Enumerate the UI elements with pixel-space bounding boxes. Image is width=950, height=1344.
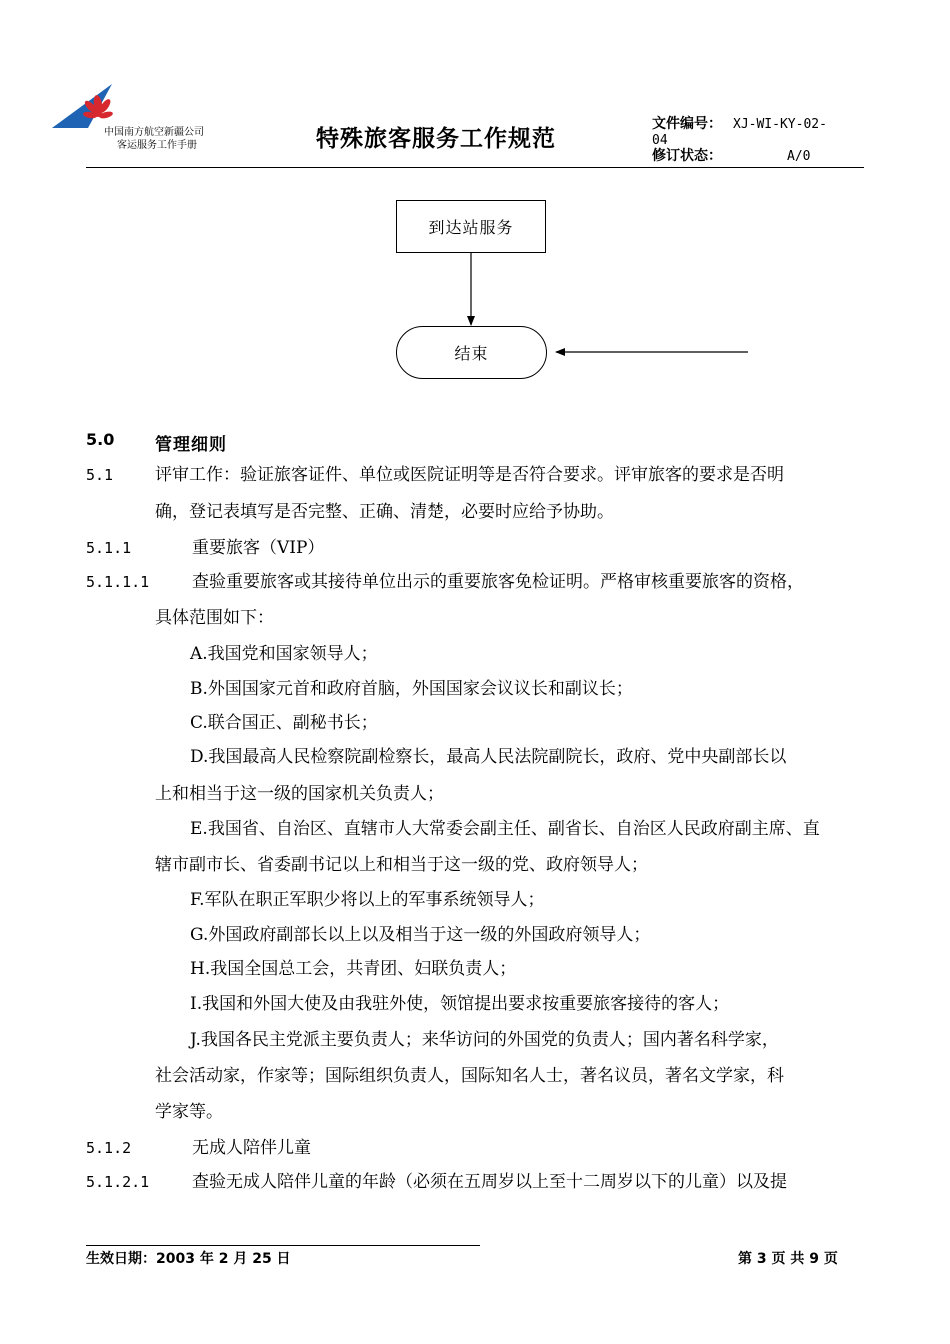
clause-number: 5.1.1.1 <box>86 573 150 591</box>
list-item: I.我国和外国大使及由我驻外使，领馆提出要求按重要旅客接待的客人； <box>190 994 730 1014</box>
manual-name: 客运服务工作手册 <box>117 140 197 151</box>
body-line: 确，登记表填写是否完整、正确、清楚，必要时应给予协助。 <box>155 502 614 522</box>
body-line: 评审工作：验证旅客证件、单位或医院证明等是否符合要求。评审旅客的要求是否明 <box>155 465 784 485</box>
list-item: G.外国政府副部长以上以及相当于这一级的外国政府领导人； <box>190 925 651 945</box>
file-number-value: XJ-WI-KY-02- <box>733 117 827 132</box>
flow-box-label: 到达站服务 <box>428 218 514 237</box>
body-line: 查验无成人陪伴儿童的年龄（必须在五周岁以上至十二周岁以下的儿童）以及提 <box>192 1172 787 1192</box>
list-item: F.军队在职正军职少将以上的军事系统领导人； <box>190 890 545 910</box>
list-item-continuation: 社会活动家，作家等；国际组织负责人，国际知名人士，著名议员，著名文学家，科 <box>155 1066 784 1086</box>
list-item: J.我国各民主党派主要负责人；来华访问的外国党的负责人；国内著名科学家， <box>190 1030 779 1050</box>
clause-number: 5.1 <box>86 466 114 484</box>
body-line: 查验重要旅客或其接待单位出示的重要旅客免检证明。严格审核重要旅客的资格， <box>192 572 804 592</box>
body-line: 无成人陪伴儿童 <box>192 1138 311 1158</box>
list-item: C.联合国正、副秘书长； <box>190 713 378 733</box>
flow-terminal-label: 结束 <box>454 344 489 363</box>
body-line: 具体范围如下： <box>155 608 274 628</box>
section-title: 管理细则 <box>155 435 227 455</box>
list-item: B.外国国家元首和政府首脑，外国国家会议议长和副议长； <box>190 679 633 699</box>
file-number-label: 文件编号： <box>652 116 722 132</box>
clause-number: 5.1.2 <box>86 1139 132 1157</box>
list-item-continuation: 上和相当于这一级的国家机关负责人； <box>155 784 444 804</box>
flow-connectors <box>0 0 950 400</box>
body-line: 重要旅客（VIP） <box>192 538 325 558</box>
document-title: 特殊旅客服务工作规范 <box>316 126 556 152</box>
revision-value: A/0 <box>787 149 811 164</box>
list-item: D.我国最高人民检察院副检察长，最高人民法院副院长，政府、党中央副部长以 <box>190 747 787 767</box>
clause-number: 5.1.2.1 <box>86 1173 150 1191</box>
effective-date: 生效日期：2003 年 2 月 25 日 <box>86 1251 291 1267</box>
list-item-continuation: 学家等。 <box>155 1102 223 1122</box>
file-number-continuation: 04 <box>652 133 668 148</box>
page-number: 第 3 页 共 9 页 <box>738 1251 838 1267</box>
list-item: A.我国党和国家领导人； <box>190 644 378 664</box>
list-item: H.我国全国总工会，共青团、妇联负责人； <box>190 959 517 979</box>
clause-number: 5.1.1 <box>86 539 132 557</box>
company-name: 中国南方航空新疆公司 <box>104 127 204 138</box>
list-item: E.我国省、自治区、直辖市人大常委会副主任、副省长、自治区人民政府副主席、直 <box>190 819 820 839</box>
footer-divider <box>86 1245 480 1246</box>
revision-label: 修订状态： <box>652 148 722 164</box>
list-item-continuation: 辖市副市长、省委副书记以上和相当于这一级的党、政府领导人； <box>155 855 648 875</box>
section-number: 5.0 <box>86 430 115 449</box>
